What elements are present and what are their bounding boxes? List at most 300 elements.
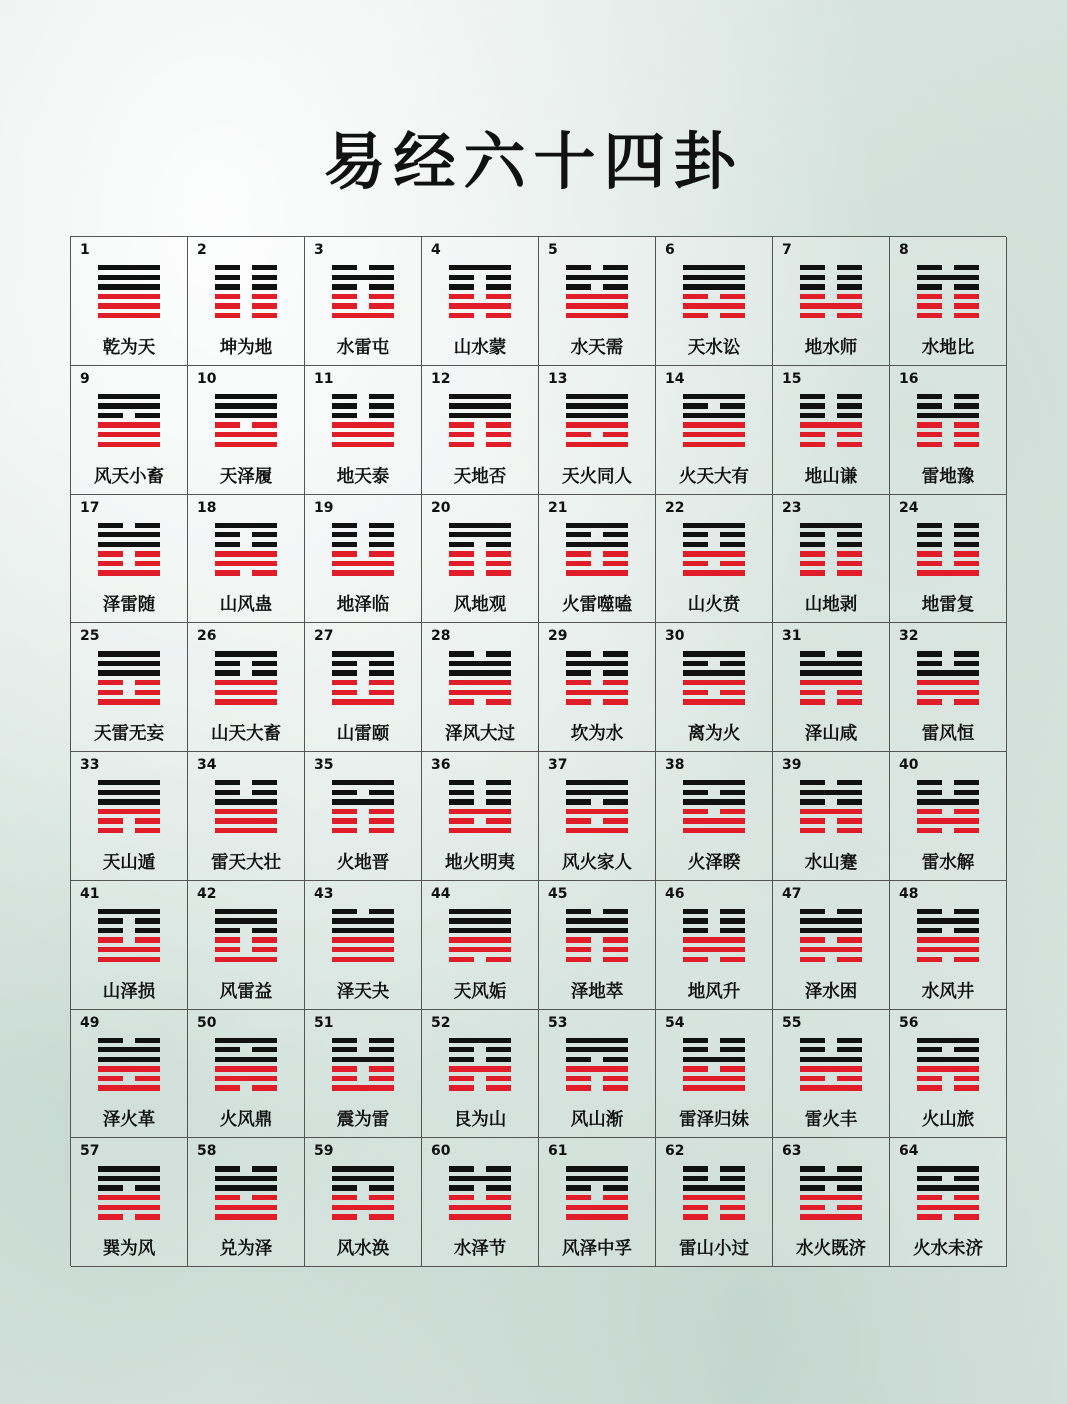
hexagram-number: 28 bbox=[431, 628, 451, 645]
hexagram-name: 兑为泽 bbox=[219, 1239, 273, 1259]
yang-line bbox=[215, 432, 277, 437]
yin-line bbox=[215, 1047, 277, 1052]
yin-line bbox=[800, 284, 862, 289]
hexagram-name: 地天泰 bbox=[336, 466, 390, 487]
hexagram-cell bbox=[422, 366, 539, 495]
hexagram-name: 风泽中孚 bbox=[562, 1239, 632, 1259]
yin-line bbox=[800, 570, 862, 575]
hexagram-symbol bbox=[215, 909, 277, 962]
hexagram-cell bbox=[773, 1138, 890, 1267]
hexagram-number: 36 bbox=[431, 757, 451, 773]
yang-line bbox=[683, 394, 745, 399]
hexagram-number: 11 bbox=[314, 370, 334, 387]
yin-line bbox=[215, 1166, 277, 1171]
hexagram-name: 水风井 bbox=[921, 981, 975, 1002]
hexagram-symbol bbox=[566, 909, 628, 962]
hexagram-symbol bbox=[566, 394, 628, 447]
yang-line bbox=[98, 1066, 160, 1071]
yin-line bbox=[800, 651, 862, 656]
yang-line bbox=[98, 957, 160, 962]
yang-line bbox=[449, 809, 511, 814]
yin-line bbox=[683, 403, 745, 408]
yin-line bbox=[917, 928, 979, 933]
yang-line bbox=[917, 275, 979, 280]
hexagram-number: 44 bbox=[431, 885, 451, 902]
yang-line bbox=[98, 1195, 160, 1200]
yang-line bbox=[215, 1057, 277, 1062]
yin-line bbox=[98, 413, 160, 418]
hexagram-cell bbox=[539, 495, 656, 624]
yin-line bbox=[917, 284, 979, 289]
yang-line bbox=[215, 909, 277, 914]
yang-line bbox=[800, 1195, 862, 1200]
yin-line bbox=[800, 780, 862, 785]
yang-line bbox=[566, 413, 628, 418]
yang-line bbox=[566, 690, 628, 695]
hexagram-symbol bbox=[683, 1166, 745, 1219]
yang-line bbox=[332, 918, 394, 923]
hexagram-name: 地山谦 bbox=[804, 466, 858, 487]
hexagram-name: 离为火 bbox=[687, 724, 741, 744]
hexagram-symbol bbox=[683, 523, 745, 576]
hexagram-name: 风地观 bbox=[453, 595, 507, 616]
yin-line bbox=[449, 799, 511, 804]
yang-line bbox=[683, 551, 745, 556]
yang-line bbox=[800, 928, 862, 933]
hexagram-symbol bbox=[449, 780, 511, 833]
yang-line bbox=[917, 680, 979, 685]
yin-line bbox=[683, 661, 745, 666]
hexagram-cell bbox=[188, 1138, 305, 1267]
yang-line bbox=[566, 1214, 628, 1219]
hexagram-name: 山火贲 bbox=[687, 595, 741, 616]
hexagram-number: 8 bbox=[899, 242, 909, 258]
hexagram-cell bbox=[422, 1010, 539, 1139]
hexagram-cell bbox=[890, 366, 1007, 495]
yin-line bbox=[98, 1214, 160, 1219]
yin-line bbox=[683, 1066, 745, 1071]
hexagram-name: 雷水解 bbox=[921, 852, 975, 873]
hexagram-name: 地风升 bbox=[687, 981, 741, 1002]
yin-line bbox=[683, 690, 745, 695]
yin-line bbox=[800, 561, 862, 566]
yang-line bbox=[98, 799, 160, 804]
hexagram-cell bbox=[305, 366, 422, 495]
hexagram-symbol bbox=[917, 1166, 979, 1219]
yang-line bbox=[917, 918, 979, 923]
yang-line bbox=[917, 1185, 979, 1190]
hexagram-cell bbox=[422, 1138, 539, 1267]
hexagram-symbol bbox=[215, 1038, 277, 1091]
yin-line bbox=[332, 809, 394, 814]
yang-line bbox=[800, 661, 862, 666]
yang-line bbox=[683, 284, 745, 289]
yin-line bbox=[449, 570, 511, 575]
yin-line bbox=[683, 790, 745, 795]
yang-line bbox=[98, 570, 160, 575]
yin-line bbox=[566, 947, 628, 952]
yang-line bbox=[566, 294, 628, 299]
yang-line bbox=[683, 1195, 745, 1200]
yin-line bbox=[800, 1047, 862, 1052]
hexagram-symbol bbox=[332, 780, 394, 833]
hexagram-number: 17 bbox=[80, 499, 100, 516]
hexagram-symbol bbox=[917, 651, 979, 704]
hexagram-cell bbox=[305, 1138, 422, 1267]
hexagram-symbol bbox=[215, 780, 277, 833]
hexagram-number: 16 bbox=[899, 370, 919, 387]
hexagram-symbol bbox=[98, 909, 160, 962]
hexagram-cell bbox=[188, 1010, 305, 1139]
hexagram-cell bbox=[305, 623, 422, 752]
yin-line bbox=[917, 909, 979, 914]
hexagram-cell bbox=[656, 237, 773, 366]
yin-line bbox=[98, 937, 160, 942]
yin-line bbox=[449, 275, 511, 280]
yang-line bbox=[215, 809, 277, 814]
yin-line bbox=[800, 275, 862, 280]
yin-line bbox=[917, 403, 979, 408]
yin-line bbox=[332, 1066, 394, 1071]
yin-line bbox=[566, 909, 628, 914]
yang-line bbox=[98, 1205, 160, 1210]
yin-line bbox=[917, 790, 979, 795]
hexagram-number: 46 bbox=[665, 885, 685, 902]
yang-line bbox=[98, 699, 160, 704]
yin-line bbox=[332, 828, 394, 833]
hexagram-name: 山泽损 bbox=[102, 981, 156, 1002]
yang-line bbox=[449, 661, 511, 666]
hexagram-name: 火水未济 bbox=[913, 1239, 983, 1259]
hexagram-number: 54 bbox=[665, 1014, 685, 1031]
hexagram-number: 43 bbox=[314, 885, 334, 902]
yin-line bbox=[449, 561, 511, 566]
yang-line bbox=[332, 780, 394, 785]
yang-line bbox=[683, 780, 745, 785]
yang-line bbox=[215, 818, 277, 823]
hexagram-name: 水山蹇 bbox=[804, 852, 858, 873]
yang-line bbox=[800, 947, 862, 952]
yin-line bbox=[800, 265, 862, 270]
yang-line bbox=[683, 422, 745, 427]
yin-line bbox=[917, 1047, 979, 1052]
hexagram-number: 12 bbox=[431, 370, 451, 387]
hexagram-number: 40 bbox=[899, 757, 919, 773]
yin-line bbox=[98, 690, 160, 695]
yin-line bbox=[332, 690, 394, 695]
hexagram-symbol bbox=[800, 909, 862, 962]
hexagram-number: 34 bbox=[197, 757, 217, 773]
yang-line bbox=[215, 651, 277, 656]
yin-line bbox=[332, 670, 394, 675]
yang-line bbox=[566, 394, 628, 399]
yin-line bbox=[683, 1205, 745, 1210]
hexagram-cell bbox=[890, 752, 1007, 881]
yang-line bbox=[332, 699, 394, 704]
yin-line bbox=[449, 422, 511, 427]
yang-line bbox=[98, 303, 160, 308]
hexagram-symbol bbox=[98, 1166, 160, 1219]
yang-line bbox=[917, 937, 979, 942]
yin-line bbox=[98, 1076, 160, 1081]
yang-line bbox=[449, 1205, 511, 1210]
hexagram-name: 山雷颐 bbox=[336, 724, 390, 744]
hexagram-number: 37 bbox=[548, 757, 568, 773]
yang-line bbox=[449, 403, 511, 408]
hexagram-name: 雷山小过 bbox=[679, 1239, 749, 1259]
yang-line bbox=[215, 1038, 277, 1043]
hexagram-cell bbox=[539, 237, 656, 366]
yang-line bbox=[98, 542, 160, 547]
yang-line bbox=[566, 790, 628, 795]
yin-line bbox=[98, 1185, 160, 1190]
hexagram-number: 30 bbox=[665, 628, 685, 645]
yang-line bbox=[98, 780, 160, 785]
yin-line bbox=[98, 680, 160, 685]
yang-line bbox=[683, 670, 745, 675]
yin-line bbox=[215, 275, 277, 280]
yin-line bbox=[917, 1076, 979, 1081]
hexagram-cell bbox=[656, 752, 773, 881]
yin-line bbox=[98, 551, 160, 556]
yin-line bbox=[332, 909, 394, 914]
yin-line bbox=[449, 1195, 511, 1200]
yin-line bbox=[215, 265, 277, 270]
yang-line bbox=[917, 1057, 979, 1062]
hexagram-cell bbox=[422, 881, 539, 1010]
yin-line bbox=[215, 947, 277, 952]
hexagram-number: 47 bbox=[782, 885, 802, 902]
yang-line bbox=[215, 699, 277, 704]
hexagram-cell bbox=[305, 752, 422, 881]
hexagram-name: 泽风大过 bbox=[445, 724, 515, 744]
yin-line bbox=[98, 1038, 160, 1043]
yang-line bbox=[449, 947, 511, 952]
hexagram-cell bbox=[773, 623, 890, 752]
yin-line bbox=[917, 809, 979, 814]
yin-line bbox=[449, 699, 511, 704]
yin-line bbox=[449, 284, 511, 289]
hexagram-number: 51 bbox=[314, 1014, 334, 1031]
yang-line bbox=[449, 1214, 511, 1219]
hexagram-number: 45 bbox=[548, 885, 568, 902]
hexagram-symbol bbox=[332, 1038, 394, 1091]
yang-line bbox=[917, 818, 979, 823]
yin-line bbox=[683, 1176, 745, 1181]
hexagram-cell bbox=[305, 495, 422, 624]
yin-line bbox=[449, 551, 511, 556]
yang-line bbox=[566, 542, 628, 547]
yin-line bbox=[800, 432, 862, 437]
hexagram-symbol bbox=[800, 651, 862, 704]
yang-line bbox=[98, 532, 160, 537]
yin-line bbox=[566, 561, 628, 566]
hexagram-name: 风水涣 bbox=[336, 1239, 390, 1259]
yang-line bbox=[800, 1085, 862, 1090]
hexagram-name: 泽山咸 bbox=[804, 724, 858, 744]
yin-line bbox=[566, 265, 628, 270]
yin-line bbox=[449, 432, 511, 437]
yin-line bbox=[332, 1214, 394, 1219]
hexagram-cell bbox=[539, 623, 656, 752]
yang-line bbox=[98, 670, 160, 675]
hexagram-name: 天地否 bbox=[453, 466, 507, 487]
yang-line bbox=[566, 1047, 628, 1052]
hexagram-symbol bbox=[98, 651, 160, 704]
yang-line bbox=[449, 1176, 511, 1181]
hexagram-symbol bbox=[917, 265, 979, 318]
yin-line bbox=[332, 551, 394, 556]
yin-line bbox=[332, 680, 394, 685]
yin-line bbox=[683, 809, 745, 814]
yang-line bbox=[566, 442, 628, 447]
hexagram-symbol bbox=[917, 780, 979, 833]
yin-line bbox=[800, 313, 862, 318]
yang-line bbox=[215, 1066, 277, 1071]
hexagram-number: 7 bbox=[782, 242, 792, 258]
yang-line bbox=[332, 651, 394, 656]
yin-line bbox=[683, 1047, 745, 1052]
yang-line bbox=[800, 303, 862, 308]
hexagram-number: 39 bbox=[782, 757, 802, 773]
yang-line bbox=[449, 303, 511, 308]
hexagram-name: 雷风恒 bbox=[921, 724, 975, 744]
yang-line bbox=[215, 413, 277, 418]
yang-line bbox=[449, 670, 511, 675]
hexagram-symbol bbox=[98, 780, 160, 833]
yang-line bbox=[566, 1038, 628, 1043]
yin-line bbox=[800, 394, 862, 399]
hexagram-cell bbox=[188, 366, 305, 495]
hexagram-name: 火泽睽 bbox=[687, 852, 741, 873]
hexagram-name: 坤为地 bbox=[219, 337, 273, 358]
hexagram-number: 60 bbox=[431, 1143, 451, 1160]
hexagram-name: 泽雷随 bbox=[102, 595, 156, 616]
hexagram-number: 10 bbox=[197, 370, 217, 387]
hexagram-number: 15 bbox=[782, 370, 802, 387]
yin-line bbox=[449, 780, 511, 785]
hexagram-number: 58 bbox=[197, 1143, 217, 1160]
yang-line bbox=[332, 570, 394, 575]
hexagram-name: 天山遁 bbox=[102, 852, 156, 873]
yang-line bbox=[449, 413, 511, 418]
yang-line bbox=[98, 1057, 160, 1062]
hexagram-name: 地泽临 bbox=[336, 595, 390, 616]
hexagram-number: 53 bbox=[548, 1014, 568, 1031]
yang-line bbox=[800, 918, 862, 923]
hexagram-symbol bbox=[332, 523, 394, 576]
hexagram-symbol bbox=[683, 651, 745, 704]
hexagram-name: 山天大畜 bbox=[211, 724, 281, 744]
hexagram-symbol bbox=[215, 265, 277, 318]
hexagram-name: 山风蛊 bbox=[219, 595, 273, 616]
hexagram-name: 雷泽归妹 bbox=[679, 1110, 749, 1131]
yin-line bbox=[98, 828, 160, 833]
hexagram-name: 泽水困 bbox=[804, 981, 858, 1002]
yang-line bbox=[98, 909, 160, 914]
yin-line bbox=[917, 1085, 979, 1090]
hexagram-cell bbox=[656, 495, 773, 624]
yang-line bbox=[566, 570, 628, 575]
hexagram-number: 33 bbox=[80, 757, 100, 773]
yin-line bbox=[800, 551, 862, 556]
yin-line bbox=[917, 422, 979, 427]
yin-line bbox=[566, 799, 628, 804]
hexagram-cell bbox=[539, 752, 656, 881]
yang-line bbox=[98, 1166, 160, 1171]
yang-line bbox=[215, 799, 277, 804]
hexagram-symbol bbox=[449, 1166, 511, 1219]
hexagram-number: 9 bbox=[80, 370, 90, 387]
yin-line bbox=[800, 1166, 862, 1171]
yin-line bbox=[215, 294, 277, 299]
hexagram-cell bbox=[71, 623, 188, 752]
hexagram-number: 25 bbox=[80, 628, 100, 645]
yang-line bbox=[332, 422, 394, 427]
yin-line bbox=[683, 561, 745, 566]
hexagram-symbol bbox=[215, 1166, 277, 1219]
yin-line bbox=[800, 1185, 862, 1190]
yang-line bbox=[332, 1176, 394, 1181]
yin-line bbox=[917, 294, 979, 299]
yang-line bbox=[566, 809, 628, 814]
hexagram-cell bbox=[773, 366, 890, 495]
yin-line bbox=[917, 1214, 979, 1219]
hexagram-symbol bbox=[215, 523, 277, 576]
hexagram-symbol bbox=[449, 394, 511, 447]
yin-line bbox=[566, 1195, 628, 1200]
yin-line bbox=[917, 661, 979, 666]
hexagram-symbol bbox=[917, 394, 979, 447]
yin-line bbox=[449, 818, 511, 823]
yang-line bbox=[332, 928, 394, 933]
yang-line bbox=[800, 680, 862, 685]
hexagram-cell bbox=[539, 881, 656, 1010]
hexagram-number: 19 bbox=[314, 499, 334, 516]
yin-line bbox=[566, 670, 628, 675]
hexagram-symbol bbox=[800, 1166, 862, 1219]
yin-line bbox=[449, 651, 511, 656]
yang-line bbox=[800, 1176, 862, 1181]
hexagram-grid bbox=[70, 236, 1006, 1266]
hexagram-cell bbox=[890, 623, 1007, 752]
yang-line bbox=[683, 275, 745, 280]
hexagram-cell bbox=[305, 237, 422, 366]
yang-line bbox=[449, 532, 511, 537]
hexagram-number: 57 bbox=[80, 1143, 100, 1160]
yang-line bbox=[215, 1205, 277, 1210]
hexagram-symbol bbox=[917, 523, 979, 576]
yin-line bbox=[449, 294, 511, 299]
yin-line bbox=[917, 828, 979, 833]
hexagram-name: 水雷屯 bbox=[336, 337, 390, 358]
hexagram-cell bbox=[890, 237, 1007, 366]
yin-line bbox=[332, 394, 394, 399]
hexagram-cell bbox=[656, 623, 773, 752]
yang-line bbox=[917, 413, 979, 418]
hexagram-name: 山地剥 bbox=[804, 595, 858, 616]
yin-line bbox=[332, 294, 394, 299]
yin-line bbox=[683, 532, 745, 537]
yin-line bbox=[449, 1057, 511, 1062]
yang-line bbox=[683, 570, 745, 575]
yin-line bbox=[683, 1038, 745, 1043]
yang-line bbox=[683, 413, 745, 418]
hexagram-cell bbox=[71, 752, 188, 881]
hexagram-number: 23 bbox=[782, 499, 802, 516]
yang-line bbox=[449, 1066, 511, 1071]
yang-line bbox=[566, 275, 628, 280]
